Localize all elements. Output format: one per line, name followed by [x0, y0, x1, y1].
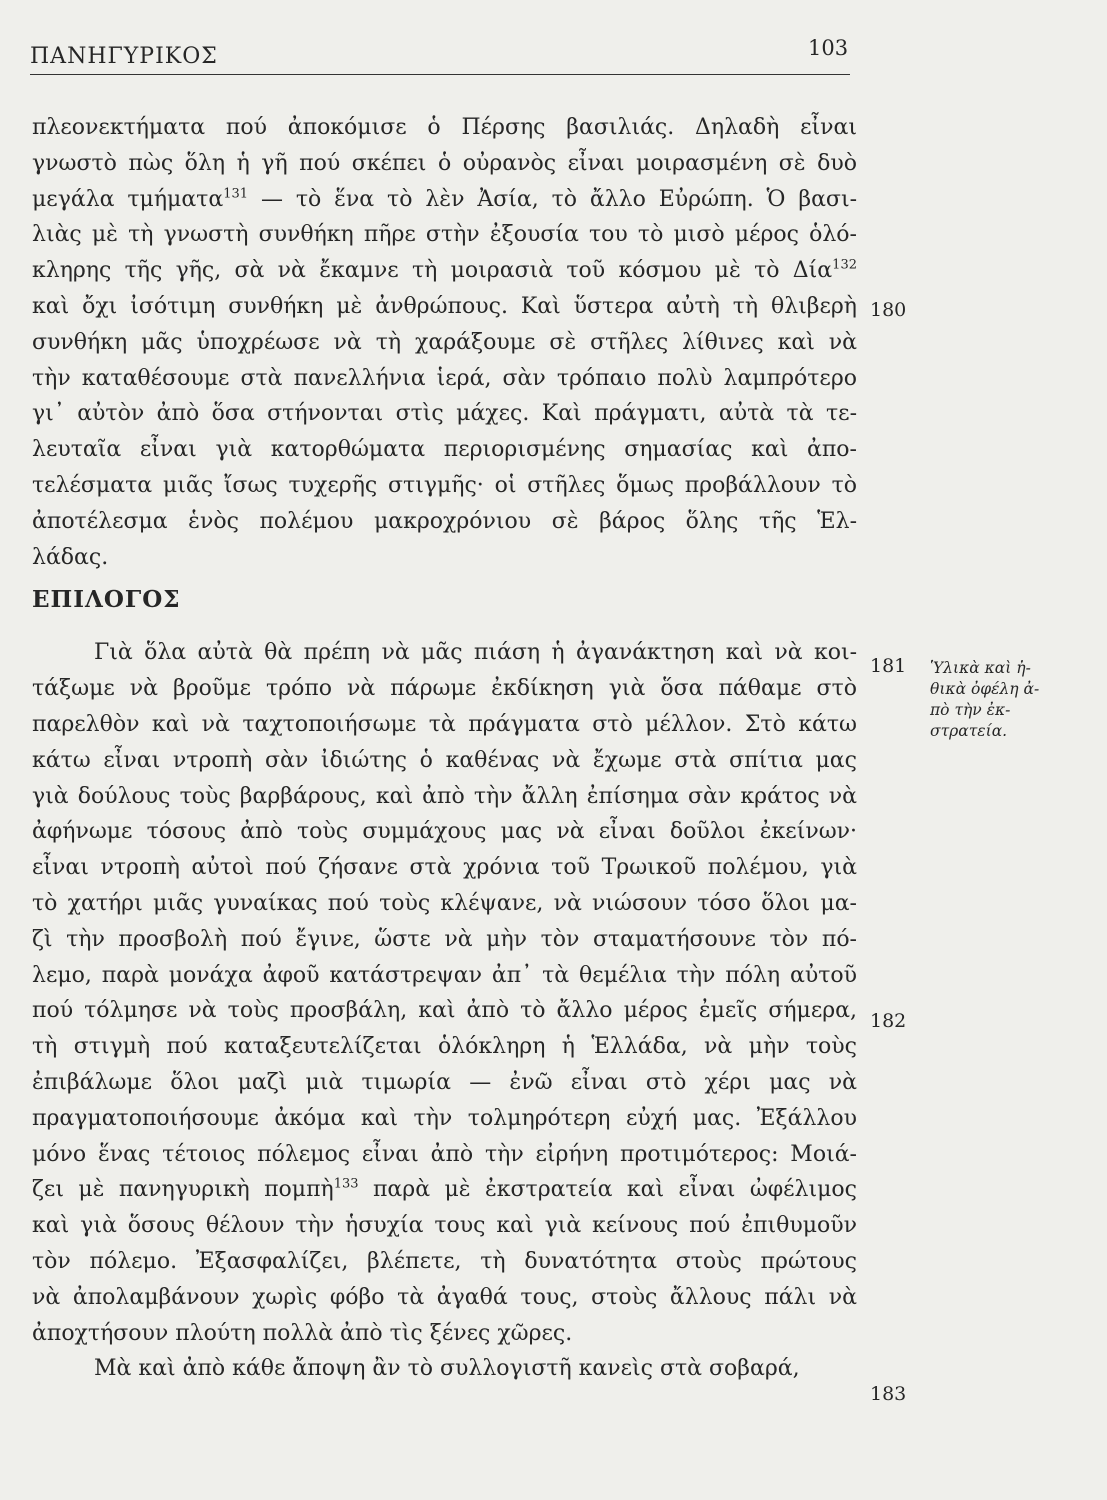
text-line: ζὶ τὴν προσβολὴ πού ἔγινε, ὥστε νὰ μὴν τὸν σταματήσουνε τὸν πό-	[32, 926, 857, 952]
text-line: γι᾽ αὐτὸν ἀπὸ ὅσα στήνονται στὶς μάχες. Καὶ πράγματι, αὐτὰ τὰ τε-	[32, 401, 857, 427]
section-number: 181	[870, 655, 907, 677]
header-rule	[30, 74, 850, 75]
text-line: κάτω εἶναι ντροπὴ σὰν ἰδιώτης ὁ καθένας νὰ ἔχωμε στὰ σπίτια μας	[32, 747, 857, 773]
text-segment: μεγάλα τμήματα	[32, 186, 224, 212]
text-line: συνθήκη μᾶς ὑποχρέωσε νὰ τὴ χαράξουμε σὲ στῆλες λίθινες καὶ νὰ	[32, 329, 857, 355]
text-block	[32, 110, 857, 1387]
text-line: καὶ γιὰ ὅσους θέλουν τὴν ἡσυχία τους καὶ γιὰ κείνους πού ἐπιθυμοῦν	[32, 1213, 857, 1239]
section-number: 182	[870, 1010, 907, 1032]
text-line: τὸ χατήρι μιᾶς γυναίκας πού τοὺς κλέψανε, νὰ νιώσουν τόσο ὅλοι μα-	[32, 890, 857, 916]
text-line: λάδας.	[32, 544, 109, 570]
section-number: 180	[870, 299, 907, 321]
text-line	[32, 253, 857, 289]
text-line: λιὰς μὲ τὴ γνωστὴ συνθήκη πῆρε στὴν ἐξουσία του τὸ μισὸ μέρος ὁλό-	[32, 222, 857, 248]
section-number: 183	[870, 1383, 907, 1405]
text-segment: — τὸ ἕνα τὸ λὲν Ἀσία, τὸ ἄλλο Εὐρώπη. Ὁ βασι-	[260, 186, 857, 212]
text-line: γιὰ δούλους τοὺς βαρβάρους, καὶ ἀπὸ τὴν ἄλλη ἐπίσημα σὰν κράτος νὰ	[32, 783, 857, 809]
text-line: νὰ ἀπολαμβάνουν χωρὶς φόβο τὰ ἀγαθά τους, στοὺς ἄλλους πάλι νὰ	[32, 1284, 857, 1310]
text-line: ἀποχτήσουν πλούτη πολλὰ ἀπὸ τὶς ξένες χῶρες.	[32, 1320, 573, 1346]
side-note-line: Ὑλικὰ καὶ ἠ-	[930, 659, 1031, 677]
running-title: ΠΑΝΗΓΥΡΙΚΟΣ	[30, 44, 218, 69]
footnote-ref-132: 132	[832, 257, 857, 273]
text-line: Μὰ καὶ ἀπὸ κάθε ἄποψη ἂν τὸ συλλογιστῆ κανεὶς στὰ σοβαρά,	[94, 1356, 800, 1382]
text-line: λευταῖα εἶναι γιὰ κατορθώματα περιορισμένης σημασίας καὶ ἀπο-	[32, 437, 857, 463]
section-heading: ΕΠΙΛΟΓΟΣ	[32, 586, 181, 614]
text-line: λεμο, παρὰ μονάχα ἀφοῦ κατάστρεψαν ἀπ᾽ τὰ θεμέλια τὴν πόλη αὐτοῦ	[32, 962, 857, 988]
side-note-line: θικὰ ὀφέλη ἀ-	[930, 680, 1040, 698]
footnote-ref-131: 131	[223, 186, 249, 202]
text-line: γνωστὸ πὼς ὅλη ἡ γῆ πού σκέπει ὁ οὐρανὸς εἶναι μοιρασμένη σὲ δυὸ	[32, 150, 857, 176]
text-line: τὴν καταθέσουμε στὰ πανελλήνια ἱερά, σὰν τρόπαιο πολὺ λαμπρότερο	[32, 365, 857, 391]
text-line: τελέσματα μιᾶς ἴσως τυχερῆς στιγμῆς· οἱ στῆλες ὅμως προβάλλουν τὸ	[32, 472, 857, 498]
text-line: τὸν πόλεμο. Ἐξασφαλίζει, βλέπετε, τὴ δυνατότητα στοὺς πρώτους	[32, 1248, 857, 1274]
text-line: τάξωμε νὰ βροῦμε τρόπο νὰ πάρωμε ἐκδίκηση γιὰ ὅσα πάθαμε στὸ	[32, 676, 857, 702]
text-line: τὴ στιγμὴ πού καταξευτελίζεται ὁλόκληρη ἡ Ἑλλάδα, νὰ μὴν τοὺς	[32, 1034, 857, 1060]
text-line	[32, 1172, 857, 1208]
text-line: ἀποτέλεσμα ἑνὸς πολέμου μακροχρόνιου σὲ βάρος ὅλης τῆς Ἑλ-	[32, 508, 857, 534]
text-line	[32, 182, 857, 218]
text-line: πλεονεκτήματα πού ἀποκόμισε ὁ Πέρσης βασιλιάς. Δηλαδὴ εἶναι	[32, 115, 857, 140]
footnote-ref-133: 133	[333, 1176, 359, 1192]
text-line: εἶναι ντροπὴ αὐτοὶ πού ζήσανε στὰ χρόνια τοῦ Τρωικοῦ πολέμου, γιὰ	[32, 855, 857, 881]
side-note-line: πὸ τὴν ἐκ-	[930, 701, 1011, 719]
text-line: ἐπιβάλωμε ὅλοι μαζὶ μιὰ τιμωρία — ἐνῶ εἶναι στὸ χέρι μας νὰ	[32, 1069, 857, 1095]
side-note-line: στρατεία.	[930, 722, 1008, 740]
text-line: παρελθὸν καὶ νὰ ταχτοποιήσωμε τὰ πράγματα στὸ μέλλον. Στὸ κάτω	[32, 711, 857, 737]
side-note	[930, 658, 1070, 742]
text-line: Γιὰ ὅλα αὐτὰ θὰ πρέπη νὰ μᾶς πιάση ἡ ἀγανάκτηση καὶ νὰ κοι-	[94, 640, 857, 666]
text-line: πού τόλμησε νὰ τοὺς προσβάλη, καὶ ἀπὸ τὸ ἄλλο μέρος ἐμεῖς σήμερα,	[32, 998, 857, 1024]
text-line: ἀφήνωμε τόσους ἀπὸ τοὺς συμμάχους μας νὰ εἶναι δοῦλοι ἐκείνων·	[32, 819, 857, 845]
text-segment: κληρης τῆς γῆς, σὰ νὰ ἔκαμνε τὴ μοιρασιὰ τοῦ κόσμου μὲ τὸ Δία	[32, 258, 833, 284]
page-number: 103	[808, 36, 849, 60]
text-line: πραγματοποιήσουμε ἀκόμα καὶ τὴν τολμηρότερη εὐχή μας. Ἐξάλλου	[32, 1105, 857, 1131]
text-segment: ζει μὲ πανηγυρικὴ πομπὴ	[32, 1177, 334, 1203]
text-line: μόνο ἕνας τέτοιος πόλεμος εἶναι ἀπὸ τὴν εἰρήνη προτιμότερος: Μοιά-	[32, 1141, 857, 1167]
text-segment: παρὰ μὲ ἐκστρατεία καὶ εἶναι ὠφέλιμος	[372, 1177, 857, 1203]
text-line: καὶ ὄχι ἰσότιμη συνθήκη μὲ ἀνθρώπους. Καὶ ὕστερα αὐτὴ τὴ θλιβερὴ	[32, 293, 857, 319]
